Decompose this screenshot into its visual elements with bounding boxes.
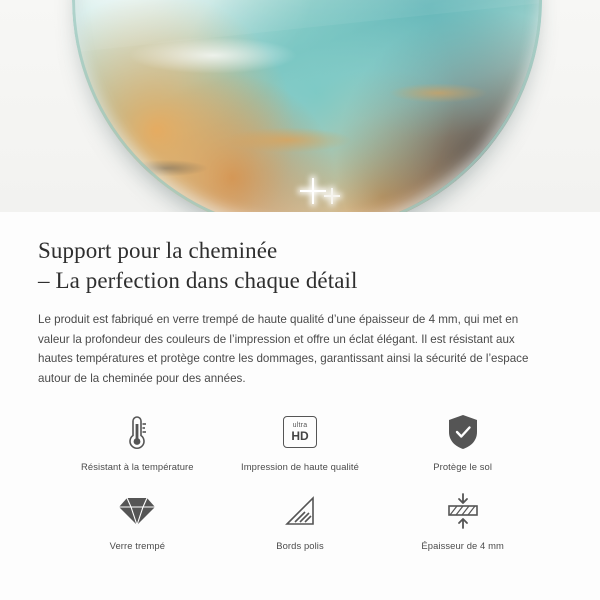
feature-grid xyxy=(38,410,562,552)
feature-label: Bords polis xyxy=(276,540,324,551)
ultra-hd-badge-bottom: HD xyxy=(291,429,309,443)
page-title xyxy=(38,236,562,296)
description-content xyxy=(0,212,600,552)
feature-label: Verre trempé xyxy=(109,540,166,551)
feature-item-tempered-glass xyxy=(56,489,219,552)
feature-item-thickness xyxy=(381,489,544,552)
feature-item-print-quality xyxy=(219,410,382,473)
diamond-icon xyxy=(117,489,157,533)
thermometer-icon xyxy=(122,410,152,454)
feature-label: Protège le sol xyxy=(433,461,493,472)
ultra-hd-badge-top: ultra xyxy=(292,422,308,429)
feature-label: Épaisseur de 4 mm xyxy=(421,540,504,551)
thickness-arrows-icon xyxy=(443,489,483,533)
ultra-hd-icon xyxy=(283,410,317,454)
feature-label: Impression de haute qualité xyxy=(241,461,359,472)
shield-check-icon xyxy=(446,410,480,454)
feature-item-temperature xyxy=(56,410,219,473)
feature-label: Résistant à la température xyxy=(81,461,194,472)
feature-item-polished-edges xyxy=(219,489,382,552)
page-title-line-1: Support pour la cheminée xyxy=(38,238,278,263)
round-glass-panel-image xyxy=(72,0,542,212)
hero-image xyxy=(0,0,600,212)
polished-edges-icon xyxy=(283,489,317,533)
description-paragraph: Le produit est fabriqué en verre trempé de haute qualité d’une épaisseur de 4 mm, qui met en valeur la profondeur des couleurs de l’impression et offre un éclat élégant. Il est résistant aux hautes températures et protège contre les dommages, garantissant ainsi la sécurité de l’espace autour de la cheminée pour des années. xyxy=(38,313,529,385)
page-title-line-2: – La perfection dans chaque détail xyxy=(38,268,358,293)
feature-item-floor-protection xyxy=(381,410,544,473)
